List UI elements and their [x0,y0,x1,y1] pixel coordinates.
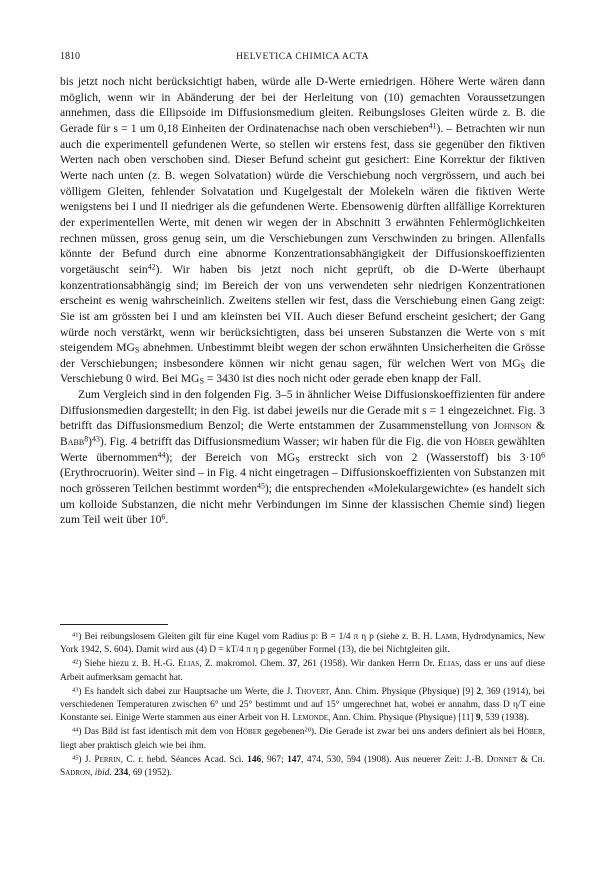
author-name: Höber [464,435,495,449]
paragraph-2: Zum Vergleich sind in den folgenden Fig. 3–5 in ähnlicher Weise Diffusionskoeffizienten für andere Diffusionsmedien dargestellt; in den Fig. ist dabei jeweils nur die Gerade mit s = 1 eingezeichnet. Fig. 3 betrifft das Diffusionsmedium Benzol; die Werte entstammen der Zusammenstellung von Johnson & Babb$^8$)$^{43}$). Fig. 4 betrifft das Diffusionsmedium Wasser; wir haben für die Fig. die von Höber gewählten Werte übernommen$^{44}$); der Bereich von $MG_S$ erstreckt sich von 2 (Wasserstoff) bis $3\cdot 10^6$ (Erythrocruorin). Weiter sind – in Fig. 4 nicht eingetragen – Diffusionskoeffizienten von Substanzen mit noch grösseren Teilchen bestimmt worden$^{45}$); die entsprechenden «Molekulargewichte» (es handelt sich um kolloide Substanzen, die nicht mehr Verbindungen im Sinne der klassischen Chemie sind) liegen zum Teil weit über $10^6$. [60,388,545,527]
paragraph-1: bis jetzt noch nicht berücksichtigt haben, würde alle D-Werte erniedrigen. Höhere Werte wären dann möglich, wenn wir in Abänderung der bei der Herleitung von (10) gemachten Voraussetzungen annehmen, dass die Ellipsoide im Diffusionsmedium gleiten. Reibungsloses Gleiten würde z. B. die Gerade für s = 1 um 0,18 Einheiten der Ordinatenachse nach oben verschieben$^{41}$). – Betrachten wir nun auch die experimentell gefundenen Werte, so stellen wir erstens fest, dass sie gegenüber den fiktiven Werten nach oben verschoben sind. Dieser Befund scheint gut gesichert: Eine Korrektur der fiktiven Werte nach unten (z. B. wegen Solvatation) würde die Verschiebung noch vergrössern, und auch bei völligem Gleiten, fehlender Solvatation und Kugelgestalt der Molekeln wären die fiktiven Werte wenigstens bei I und II niedriger als die gefundenen Werte. Ebensowenig dürften allfällige Korrekturen der experimentellen Werte, mit denen wir wegen der in Abschnitt 3 erwähnten Fehlermöglichkeiten rechnen müssen, gross genug sein, um die Verschiebungen zum Verschwinden zu bringen. Allenfalls könnte der Befund durch eine abnorme Konzentrationsabhängigkeit der Diffusionskoeffizienten vorgetäuscht sein$^{42}$). Wir haben bis jetzt noch nicht geprüft, ob die D-Werte überhaupt konzentrationsabhängig sind; im Bereich der von uns verwendeten sehr niedrigen Konzentrationen erscheint es wenig wahrscheinlich. Zweitens stellen wir fest, dass die Verschiebung einen Gang zeigt: Sie ist am grössten bei I und am kleinsten bei VII. Auch dieser Befund erscheint gesichert; der Gang würde noch verstärkt, wenn wir berücksichtigten, dass bei unseren Substanzen die Werte von s mit steigendem $MG_S$ abnehmen. Unbestimmt bleibt wegen der schon erwähnten Unsicherheiten die Grösse der Verschiebungen; insbesondere können wir nicht genau sagen, für welchen Wert von $MG_S$ die Verschiebung 0 wird. Bei $MG_S = 3430$ ist dies noch nicht oder gerade eben knapp der Fall. [60,75,545,387]
journal-title: HELVETICA CHIMICA ACTA [236,52,369,62]
footnotes [60,631,545,781]
footnote-ref-42[interactable]: 42 [147,262,156,272]
footnote-ref-8[interactable]: 8 [84,434,89,444]
author-name: Johnson & Babb [60,419,545,449]
footnote-ref-43[interactable]: 43 [92,434,100,444]
footnote-45: $^{45}$) J. Perrin, C. r. hebd. Séances Acad. Sci. 146, 967; 147, 474, 530, 594 (1908). Aus neuerer Zeit: J.-B. Donnet & Ch. Sadron, ibid. 234, 69 (1952). [60,754,545,779]
footnote-43: $^{43}$) Es handelt sich dabei zur Hauptsache um Werte, die J. Thovert, Ann. Chim. Physique (Physique) [9] 2, 369 (1914), bei verschiedenen Temperaturen zwischen 6° und 25° bestimmt und auf 15° umgerechnet hat, wobei er annahm, dass D η/T eine Konstante sei. Einige Werte stammen aus einer Arbeit von H. Lemonde, Ann. Chim. Physique (Physique) [11] 9, 539 (1938). [60,686,545,724]
footnote-ref-44[interactable]: 44 [157,450,166,460]
running-head [60,50,545,64]
footnote-divider [60,624,168,625]
footnote-41: $^{41}$) Bei reibungslosem Gleiten gilt für eine Kugel vom Radius p: B = 1/4 π η p (siehe z. B. H. Lamb, Hydrodynamics, New York 1942, S. 604). Damit wird aus (4) D = kT/4 π η p gegenüber Formel (13), die bei Nichtgleiten gilt. [60,631,545,656]
footnote-42: $^{42}$) Siehe hiezu z. B. H.-G. Elias, Z. makromol. Chem. 37, 261 (1958). Wir danken Herrn Dr. Elias, dass er uns auf diese Arbeit aufmerksam gemacht hat. [60,658,545,683]
footnote-44: $^{44}$) Das Bild ist fast identisch mit dem von Höber gegebenen$^{20}$). Die Gerade ist zwar bei uns anders definiert als bei Höber, liegt aber praktisch gleich wie bei ihm. [60,726,545,751]
main-text [60,74,545,528]
footnote-ref-41[interactable]: 41 [428,121,437,131]
page-number: 1810 [60,51,80,62]
footnote-ref-45[interactable]: 45 [257,481,265,491]
